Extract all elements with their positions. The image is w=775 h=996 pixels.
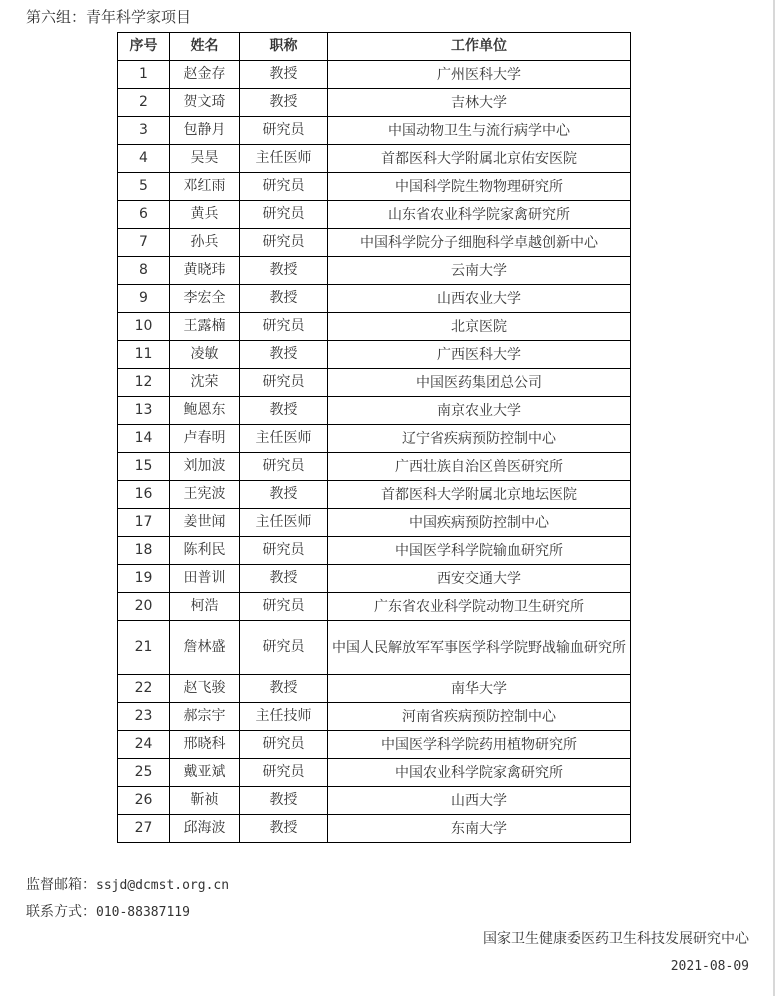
table-row [118, 787, 631, 815]
cell-name: 黄兵 [170, 201, 240, 229]
header-name: 姓名 [170, 33, 240, 61]
cell-title: 教授 [240, 89, 328, 117]
table-row [118, 341, 631, 369]
table-row [118, 565, 631, 593]
cell-title: 研究员 [240, 593, 328, 621]
cell-unit: 南京农业大学 [328, 397, 631, 425]
cell-index: 9 [118, 285, 170, 313]
cell-index: 15 [118, 453, 170, 481]
cell-unit: 西安交通大学 [328, 565, 631, 593]
cell-title: 教授 [240, 397, 328, 425]
table-row [118, 173, 631, 201]
group-title: 第六组：青年科学家项目 [26, 8, 192, 26]
cell-unit: 中国疾病预防控制中心 [328, 509, 631, 537]
cell-index: 12 [118, 369, 170, 397]
cell-index: 10 [118, 313, 170, 341]
cell-title: 教授 [240, 787, 328, 815]
cell-unit: 广东省农业科学院动物卫生研究所 [328, 593, 631, 621]
cell-title: 教授 [240, 61, 328, 89]
cell-name: 陈利民 [170, 537, 240, 565]
cell-name: 姜世闻 [170, 509, 240, 537]
cell-unit: 北京医院 [328, 313, 631, 341]
cell-index: 5 [118, 173, 170, 201]
cell-unit: 中国科学院生物物理研究所 [328, 173, 631, 201]
publish-date: 2021-08-09 [670, 959, 749, 974]
cell-name: 赵飞骏 [170, 675, 240, 703]
cell-name: 王宪波 [170, 481, 240, 509]
cell-index: 17 [118, 509, 170, 537]
table-row [118, 229, 631, 257]
cell-title: 主任医师 [240, 425, 328, 453]
cell-title: 研究员 [240, 621, 328, 675]
cell-name: 黄晓玮 [170, 257, 240, 285]
cell-index: 8 [118, 257, 170, 285]
cell-index: 25 [118, 759, 170, 787]
table-row [118, 509, 631, 537]
cell-unit: 吉林大学 [328, 89, 631, 117]
cell-name: 沈荣 [170, 369, 240, 397]
email-label: 监督邮箱： [26, 877, 96, 893]
cell-name: 邱海波 [170, 815, 240, 843]
cell-unit: 云南大学 [328, 257, 631, 285]
phone-value: 010-88387119 [96, 905, 190, 920]
cell-name: 靳祯 [170, 787, 240, 815]
cell-title: 研究员 [240, 117, 328, 145]
table-header-row [118, 33, 631, 61]
table-row [118, 759, 631, 787]
cell-index: 24 [118, 731, 170, 759]
cell-title: 教授 [240, 341, 328, 369]
email-value: ssjd@dcmst.org.cn [96, 878, 230, 893]
cell-unit: 广西医科大学 [328, 341, 631, 369]
cell-unit: 辽宁省疾病预防控制中心 [328, 425, 631, 453]
cell-index: 1 [118, 61, 170, 89]
header-unit: 工作单位 [328, 33, 631, 61]
cell-index: 2 [118, 89, 170, 117]
table-row [118, 313, 631, 341]
cell-index: 19 [118, 565, 170, 593]
cell-title: 教授 [240, 481, 328, 509]
cell-unit: 南华大学 [328, 675, 631, 703]
cell-name: 柯浩 [170, 593, 240, 621]
cell-unit: 东南大学 [328, 815, 631, 843]
cell-index: 22 [118, 675, 170, 703]
cell-name: 赵金存 [170, 61, 240, 89]
table-row [118, 285, 631, 313]
cell-index: 27 [118, 815, 170, 843]
cell-index: 26 [118, 787, 170, 815]
cell-index: 13 [118, 397, 170, 425]
cell-name: 卢春明 [170, 425, 240, 453]
header-index: 序号 [118, 33, 170, 61]
cell-title: 研究员 [240, 229, 328, 257]
cell-name: 贺文琦 [170, 89, 240, 117]
cell-index: 16 [118, 481, 170, 509]
cell-name: 凌敏 [170, 341, 240, 369]
cell-name: 鲍恩东 [170, 397, 240, 425]
cell-name: 邢晓科 [170, 731, 240, 759]
cell-title: 研究员 [240, 759, 328, 787]
cell-unit: 中国农业科学院家禽研究所 [328, 759, 631, 787]
cell-name: 邓红雨 [170, 173, 240, 201]
table-row [118, 593, 631, 621]
cell-index: 11 [118, 341, 170, 369]
table-row [118, 731, 631, 759]
table-row [118, 397, 631, 425]
cell-index: 6 [118, 201, 170, 229]
cell-title: 教授 [240, 257, 328, 285]
table-row [118, 621, 631, 675]
cell-name: 王露楠 [170, 313, 240, 341]
cell-name: 田普训 [170, 565, 240, 593]
cell-index: 4 [118, 145, 170, 173]
table-row [118, 537, 631, 565]
header-title: 职称 [240, 33, 328, 61]
cell-title: 教授 [240, 815, 328, 843]
cell-index: 7 [118, 229, 170, 257]
cell-name: 李宏全 [170, 285, 240, 313]
cell-index: 3 [118, 117, 170, 145]
table-row [118, 369, 631, 397]
cell-name: 詹林盛 [170, 621, 240, 675]
cell-title: 研究员 [240, 537, 328, 565]
table-row [118, 201, 631, 229]
cell-unit: 中国医学科学院药用植物研究所 [328, 731, 631, 759]
cell-title: 教授 [240, 675, 328, 703]
cell-name: 刘加波 [170, 453, 240, 481]
cell-unit: 首都医科大学附属北京佑安医院 [328, 145, 631, 173]
cell-unit: 中国人民解放军军事医学科学院野战输血研究所 [328, 621, 631, 675]
table-row [118, 675, 631, 703]
cell-name: 孙兵 [170, 229, 240, 257]
cell-unit: 中国医学科学院输血研究所 [328, 537, 631, 565]
cell-index: 21 [118, 621, 170, 675]
table-row [118, 815, 631, 843]
cell-name: 郝宗宇 [170, 703, 240, 731]
table-row [118, 481, 631, 509]
cell-index: 20 [118, 593, 170, 621]
phone-label: 联系方式： [26, 904, 96, 920]
cell-index: 23 [118, 703, 170, 731]
supervision-email [26, 876, 229, 895]
cell-unit: 中国医药集团总公司 [328, 369, 631, 397]
cell-unit: 山东省农业科学院家禽研究所 [328, 201, 631, 229]
cell-unit: 山西农业大学 [328, 285, 631, 313]
cell-index: 18 [118, 537, 170, 565]
contact-phone [26, 903, 190, 922]
cell-title: 主任技师 [240, 703, 328, 731]
cell-unit: 河南省疾病预防控制中心 [328, 703, 631, 731]
cell-title: 研究员 [240, 313, 328, 341]
cell-title: 教授 [240, 565, 328, 593]
table-row [118, 89, 631, 117]
table-row [118, 61, 631, 89]
cell-title: 研究员 [240, 201, 328, 229]
cell-name: 吴昊 [170, 145, 240, 173]
cell-title: 主任医师 [240, 509, 328, 537]
table-row [118, 703, 631, 731]
cell-title: 教授 [240, 285, 328, 313]
cell-title: 主任医师 [240, 145, 328, 173]
table-row [118, 117, 631, 145]
cell-title: 研究员 [240, 731, 328, 759]
cell-unit: 山西大学 [328, 787, 631, 815]
cell-title: 研究员 [240, 453, 328, 481]
cell-unit: 首都医科大学附属北京地坛医院 [328, 481, 631, 509]
cell-name: 包静月 [170, 117, 240, 145]
cell-name: 戴亚斌 [170, 759, 240, 787]
organization-name: 国家卫生健康委医药卫生科技发展研究中心 [483, 931, 749, 947]
cell-index: 14 [118, 425, 170, 453]
cell-title: 研究员 [240, 369, 328, 397]
table-row [118, 145, 631, 173]
table-row [118, 425, 631, 453]
cell-unit: 广州医科大学 [328, 61, 631, 89]
cell-unit: 中国科学院分子细胞科学卓越创新中心 [328, 229, 631, 257]
cell-unit: 广西壮族自治区兽医研究所 [328, 453, 631, 481]
table-row [118, 257, 631, 285]
cell-title: 研究员 [240, 173, 328, 201]
cell-unit: 中国动物卫生与流行病学中心 [328, 117, 631, 145]
scientist-table [117, 32, 631, 843]
table-row [118, 453, 631, 481]
